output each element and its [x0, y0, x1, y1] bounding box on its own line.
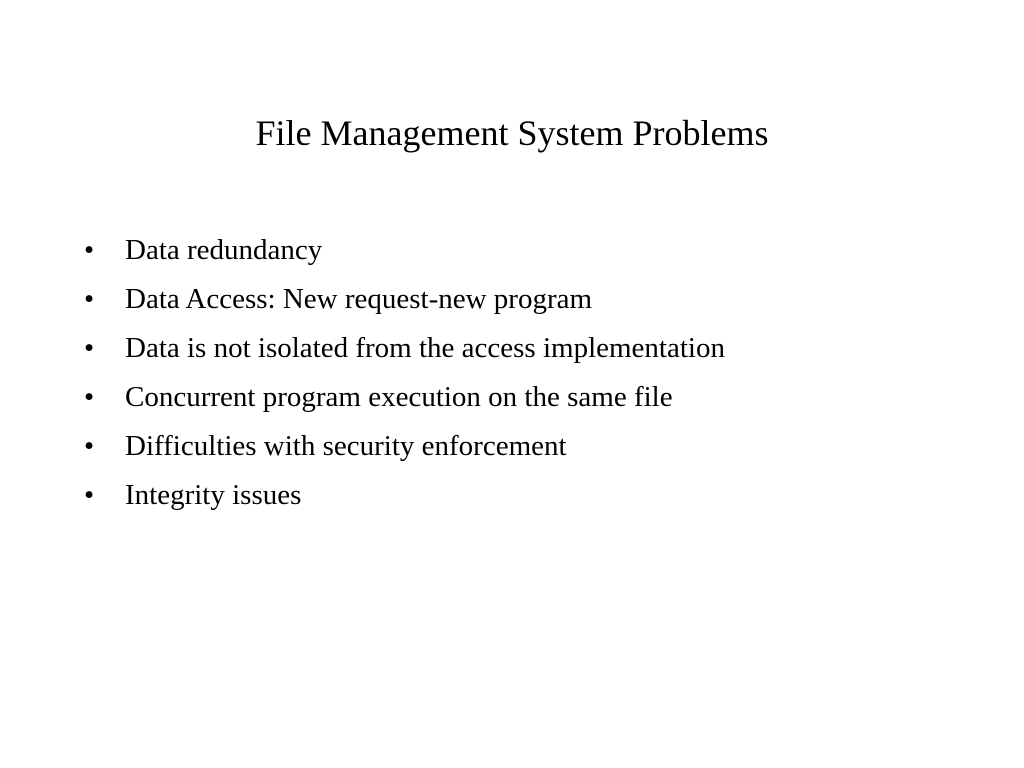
- list-item: [84, 226, 725, 275]
- bullet-icon: •: [84, 430, 95, 462]
- list-item: [84, 471, 725, 520]
- bullet-icon: •: [84, 479, 95, 511]
- bullet-list: [84, 226, 725, 520]
- list-item: [84, 373, 725, 422]
- list-item: [84, 324, 725, 373]
- bullet-icon: •: [84, 381, 95, 413]
- bullet-text: Data is not isolated from the access implementation: [125, 332, 725, 364]
- bullet-text: Integrity issues: [125, 479, 302, 511]
- bullet-text: Difficulties with security enforcement: [125, 430, 567, 462]
- list-item: [84, 275, 725, 324]
- bullet-icon: •: [84, 234, 95, 266]
- bullet-icon: •: [84, 332, 95, 364]
- bullet-icon: •: [84, 283, 95, 315]
- bullet-text: Concurrent program execution on the same file: [125, 381, 673, 413]
- list-item: [84, 422, 725, 471]
- bullet-text: Data redundancy: [125, 234, 323, 266]
- slide-title: File Management System Problems: [255, 113, 769, 153]
- bullet-text: Data Access: New request-new program: [125, 283, 593, 315]
